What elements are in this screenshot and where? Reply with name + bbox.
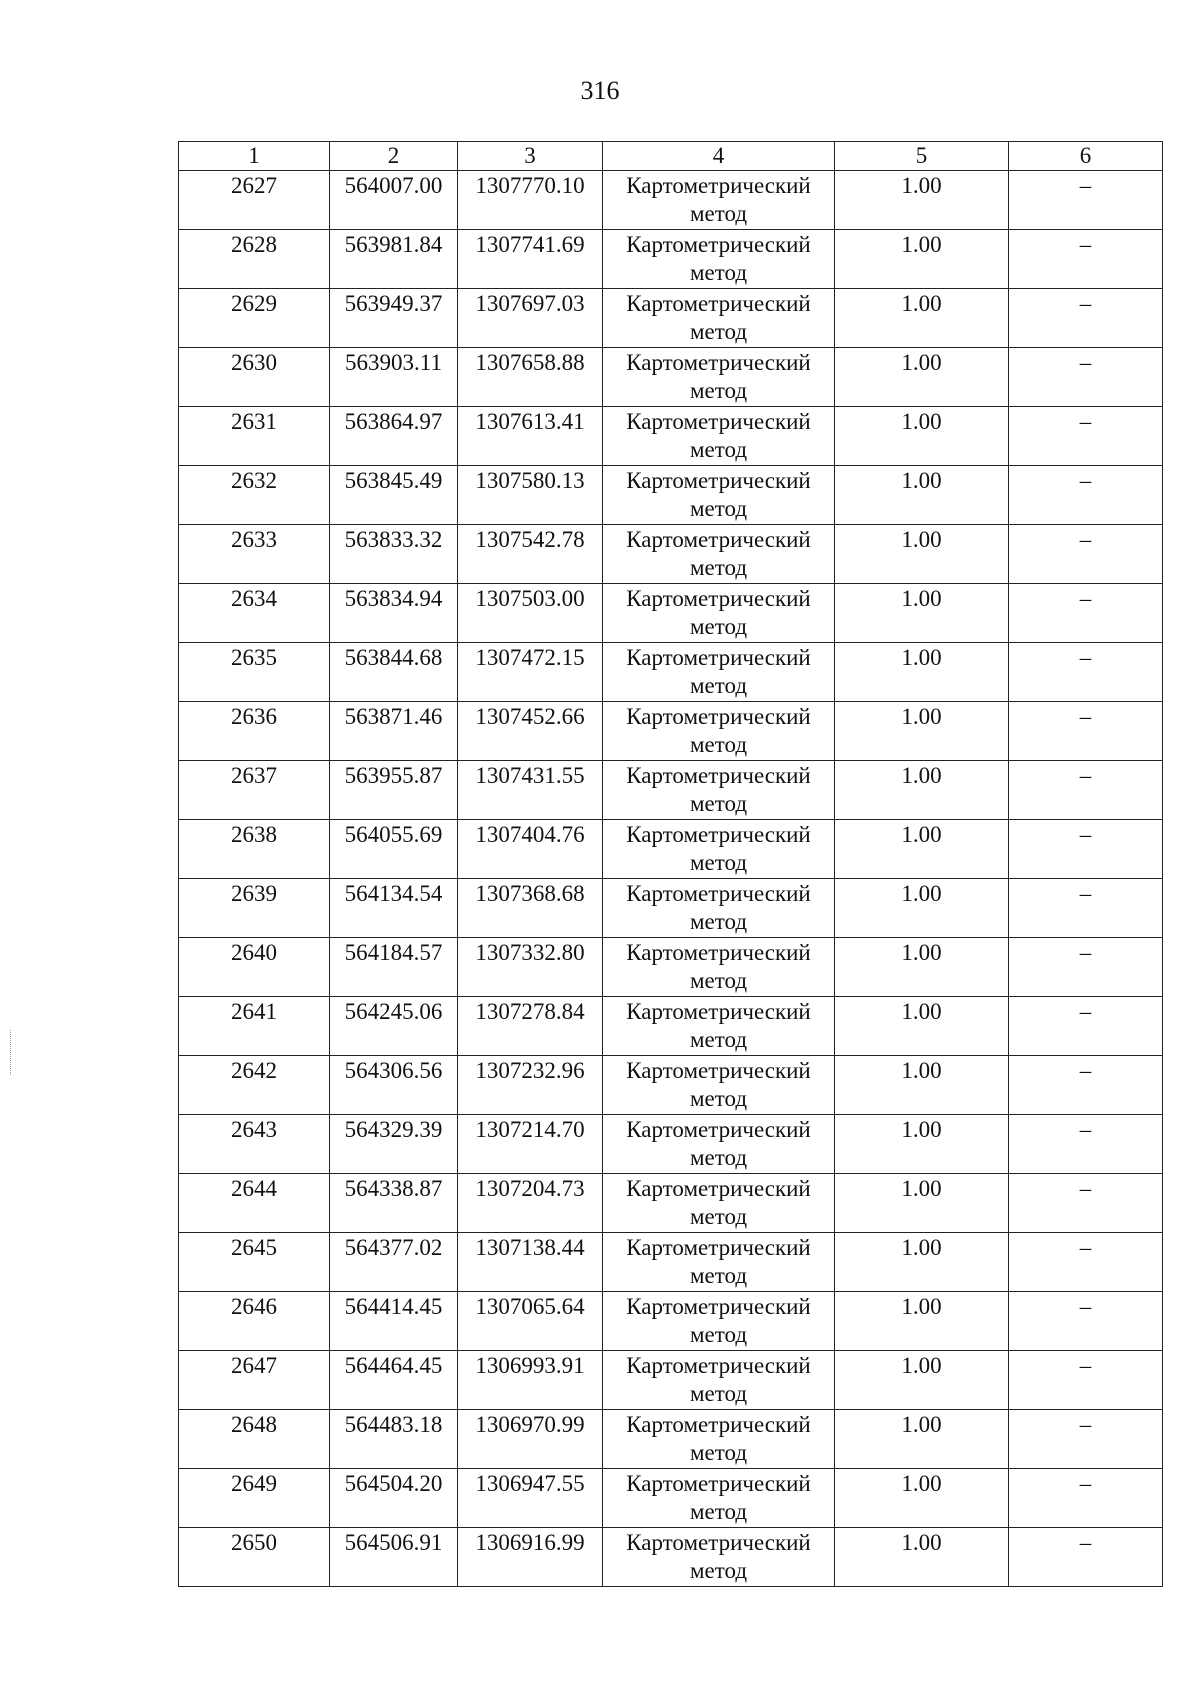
x-coordinate-cell: 563903.11	[330, 348, 458, 407]
x-coordinate-cell: 564464.45	[330, 1351, 458, 1410]
error-cell: 1.00	[835, 879, 1009, 938]
x-coordinate-cell: 563949.37	[330, 289, 458, 348]
error-cell: 1.00	[835, 938, 1009, 997]
note-cell: –	[1009, 1528, 1163, 1587]
table-row	[179, 407, 1163, 466]
coordinates-table	[178, 141, 1163, 1587]
note-cell: –	[1009, 997, 1163, 1056]
error-cell: 1.00	[835, 407, 1009, 466]
table-row	[179, 1410, 1163, 1469]
table-row	[179, 1528, 1163, 1587]
method-cell	[603, 1115, 835, 1174]
method-line-2: метод	[689, 732, 748, 757]
method-line-1: Картометрический	[626, 409, 811, 434]
point-number-cell: 2631	[179, 407, 330, 466]
x-coordinate-cell: 564184.57	[330, 938, 458, 997]
table-row	[179, 1351, 1163, 1410]
y-coordinate-cell: 1307404.76	[458, 820, 603, 879]
table-row	[179, 702, 1163, 761]
x-coordinate-cell: 564306.56	[330, 1056, 458, 1115]
method-line-1: Картометрический	[626, 822, 811, 847]
method-line-2: метод	[689, 909, 748, 934]
note-cell: –	[1009, 584, 1163, 643]
x-coordinate-cell: 564504.20	[330, 1469, 458, 1528]
table-row	[179, 879, 1163, 938]
method-cell	[603, 230, 835, 289]
error-cell: 1.00	[835, 1174, 1009, 1233]
error-cell: 1.00	[835, 1115, 1009, 1174]
method-line-1: Картометрический	[626, 291, 811, 316]
note-cell: –	[1009, 938, 1163, 997]
method-cell	[603, 702, 835, 761]
note-cell: –	[1009, 525, 1163, 584]
note-cell: –	[1009, 702, 1163, 761]
method-line-1: Картометрический	[626, 1235, 811, 1260]
point-number-cell: 2640	[179, 938, 330, 997]
table-body	[179, 171, 1163, 1587]
method-line-2: метод	[689, 1558, 748, 1583]
note-cell: –	[1009, 1233, 1163, 1292]
method-line-1: Картометрический	[626, 1176, 811, 1201]
method-cell	[603, 643, 835, 702]
method-cell	[603, 1292, 835, 1351]
x-coordinate-cell: 564506.91	[330, 1528, 458, 1587]
note-cell: –	[1009, 1056, 1163, 1115]
error-cell: 1.00	[835, 1351, 1009, 1410]
point-number-cell: 2641	[179, 997, 330, 1056]
y-coordinate-cell: 1307580.13	[458, 466, 603, 525]
method-cell	[603, 1351, 835, 1410]
y-coordinate-cell: 1307204.73	[458, 1174, 603, 1233]
y-coordinate-cell: 1307065.64	[458, 1292, 603, 1351]
method-line-1: Картометрический	[626, 763, 811, 788]
point-number-cell: 2637	[179, 761, 330, 820]
point-number-cell: 2638	[179, 820, 330, 879]
point-number-cell: 2644	[179, 1174, 330, 1233]
method-cell	[603, 1410, 835, 1469]
point-number-cell: 2649	[179, 1469, 330, 1528]
point-number-cell: 2636	[179, 702, 330, 761]
scan-artifact	[10, 1030, 13, 1075]
error-cell: 1.00	[835, 1292, 1009, 1351]
header-col-1: 1	[179, 142, 330, 171]
y-coordinate-cell: 1307452.66	[458, 702, 603, 761]
point-number-cell: 2645	[179, 1233, 330, 1292]
method-line-1: Картометрический	[626, 1117, 811, 1142]
point-number-cell: 2647	[179, 1351, 330, 1410]
y-coordinate-cell: 1306916.99	[458, 1528, 603, 1587]
point-number-cell: 2639	[179, 879, 330, 938]
y-coordinate-cell: 1307741.69	[458, 230, 603, 289]
point-number-cell: 2635	[179, 643, 330, 702]
method-line-1: Картометрический	[626, 586, 811, 611]
error-cell: 1.00	[835, 997, 1009, 1056]
method-line-2: метод	[689, 1322, 748, 1347]
point-number-cell: 2629	[179, 289, 330, 348]
x-coordinate-cell: 564007.00	[330, 171, 458, 230]
error-cell: 1.00	[835, 643, 1009, 702]
note-cell: –	[1009, 466, 1163, 525]
note-cell: –	[1009, 171, 1163, 230]
method-line-1: Картометрический	[626, 704, 811, 729]
method-line-2: метод	[689, 260, 748, 285]
error-cell: 1.00	[835, 230, 1009, 289]
method-line-2: метод	[689, 378, 748, 403]
error-cell: 1.00	[835, 1233, 1009, 1292]
method-cell	[603, 525, 835, 584]
method-cell	[603, 879, 835, 938]
error-cell: 1.00	[835, 820, 1009, 879]
table-row	[179, 1115, 1163, 1174]
error-cell: 1.00	[835, 289, 1009, 348]
method-line-2: метод	[689, 614, 748, 639]
point-number-cell: 2650	[179, 1528, 330, 1587]
x-coordinate-cell: 564483.18	[330, 1410, 458, 1469]
x-coordinate-cell: 563871.46	[330, 702, 458, 761]
y-coordinate-cell: 1307613.41	[458, 407, 603, 466]
method-line-1: Картометрический	[626, 940, 811, 965]
y-coordinate-cell: 1307332.80	[458, 938, 603, 997]
x-coordinate-cell: 563844.68	[330, 643, 458, 702]
point-number-cell: 2627	[179, 171, 330, 230]
table-row	[179, 1292, 1163, 1351]
y-coordinate-cell: 1307431.55	[458, 761, 603, 820]
method-line-2: метод	[689, 319, 748, 344]
x-coordinate-cell: 563955.87	[330, 761, 458, 820]
table-row	[179, 525, 1163, 584]
point-number-cell: 2632	[179, 466, 330, 525]
method-line-2: метод	[689, 1027, 748, 1052]
x-coordinate-cell: 564338.87	[330, 1174, 458, 1233]
y-coordinate-cell: 1307503.00	[458, 584, 603, 643]
method-line-2: метод	[689, 673, 748, 698]
error-cell: 1.00	[835, 1528, 1009, 1587]
x-coordinate-cell: 564329.39	[330, 1115, 458, 1174]
method-line-1: Картометрический	[626, 350, 811, 375]
method-line-2: метод	[689, 1499, 748, 1524]
note-cell: –	[1009, 643, 1163, 702]
y-coordinate-cell: 1306947.55	[458, 1469, 603, 1528]
point-number-cell: 2648	[179, 1410, 330, 1469]
table-header	[179, 142, 1163, 171]
note-cell: –	[1009, 1410, 1163, 1469]
error-cell: 1.00	[835, 702, 1009, 761]
x-coordinate-cell: 564377.02	[330, 1233, 458, 1292]
error-cell: 1.00	[835, 525, 1009, 584]
method-line-2: метод	[689, 1145, 748, 1170]
y-coordinate-cell: 1307658.88	[458, 348, 603, 407]
error-cell: 1.00	[835, 466, 1009, 525]
x-coordinate-cell: 564055.69	[330, 820, 458, 879]
x-coordinate-cell: 564414.45	[330, 1292, 458, 1351]
note-cell: –	[1009, 879, 1163, 938]
table-row	[179, 820, 1163, 879]
error-cell: 1.00	[835, 348, 1009, 407]
method-line-2: метод	[689, 496, 748, 521]
method-line-2: метод	[689, 1086, 748, 1111]
point-number-cell: 2646	[179, 1292, 330, 1351]
method-line-1: Картометрический	[626, 999, 811, 1024]
method-line-1: Картометрический	[626, 645, 811, 670]
method-cell	[603, 1469, 835, 1528]
method-line-1: Картометрический	[626, 1294, 811, 1319]
method-line-1: Картометрический	[626, 468, 811, 493]
method-cell	[603, 466, 835, 525]
y-coordinate-cell: 1307368.68	[458, 879, 603, 938]
method-cell	[603, 1528, 835, 1587]
method-line-2: метод	[689, 1204, 748, 1229]
note-cell: –	[1009, 1174, 1163, 1233]
error-cell: 1.00	[835, 1469, 1009, 1528]
method-line-2: метод	[689, 791, 748, 816]
table-row	[179, 1174, 1163, 1233]
method-line-2: метод	[689, 1381, 748, 1406]
method-line-1: Картометрический	[626, 1353, 811, 1378]
method-cell	[603, 1056, 835, 1115]
y-coordinate-cell: 1306970.99	[458, 1410, 603, 1469]
error-cell: 1.00	[835, 1056, 1009, 1115]
note-cell: –	[1009, 1292, 1163, 1351]
x-coordinate-cell: 563864.97	[330, 407, 458, 466]
y-coordinate-cell: 1307770.10	[458, 171, 603, 230]
header-row	[179, 142, 1163, 171]
table-row	[179, 289, 1163, 348]
table-row	[179, 466, 1163, 525]
method-line-1: Картометрический	[626, 881, 811, 906]
point-number-cell: 2643	[179, 1115, 330, 1174]
method-line-2: метод	[689, 437, 748, 462]
error-cell: 1.00	[835, 1410, 1009, 1469]
header-col-3: 3	[458, 142, 603, 171]
note-cell: –	[1009, 230, 1163, 289]
error-cell: 1.00	[835, 171, 1009, 230]
y-coordinate-cell: 1307138.44	[458, 1233, 603, 1292]
method-line-2: метод	[689, 968, 748, 993]
point-number-cell: 2630	[179, 348, 330, 407]
note-cell: –	[1009, 1115, 1163, 1174]
method-cell	[603, 1174, 835, 1233]
table-row	[179, 230, 1163, 289]
table-row	[179, 643, 1163, 702]
method-cell	[603, 938, 835, 997]
note-cell: –	[1009, 1351, 1163, 1410]
table-row	[179, 584, 1163, 643]
table-row	[179, 761, 1163, 820]
method-line-2: метод	[689, 850, 748, 875]
table-row	[179, 1233, 1163, 1292]
method-line-2: метод	[689, 201, 748, 226]
point-number-cell: 2633	[179, 525, 330, 584]
method-cell	[603, 1233, 835, 1292]
header-col-4: 4	[603, 142, 835, 171]
method-cell	[603, 584, 835, 643]
method-line-1: Картометрический	[626, 1412, 811, 1437]
table-row	[179, 1469, 1163, 1528]
method-cell	[603, 997, 835, 1056]
y-coordinate-cell: 1307697.03	[458, 289, 603, 348]
y-coordinate-cell: 1307232.96	[458, 1056, 603, 1115]
note-cell: –	[1009, 289, 1163, 348]
point-number-cell: 2642	[179, 1056, 330, 1115]
method-cell	[603, 348, 835, 407]
x-coordinate-cell: 563981.84	[330, 230, 458, 289]
error-cell: 1.00	[835, 761, 1009, 820]
point-number-cell: 2628	[179, 230, 330, 289]
header-col-2: 2	[330, 142, 458, 171]
method-cell	[603, 407, 835, 466]
method-line-2: метод	[689, 1263, 748, 1288]
error-cell: 1.00	[835, 584, 1009, 643]
note-cell: –	[1009, 1469, 1163, 1528]
header-col-6: 6	[1009, 142, 1163, 171]
table-row	[179, 938, 1163, 997]
method-cell	[603, 761, 835, 820]
method-line-1: Картометрический	[626, 232, 811, 257]
y-coordinate-cell: 1306993.91	[458, 1351, 603, 1410]
method-cell	[603, 289, 835, 348]
x-coordinate-cell: 563834.94	[330, 584, 458, 643]
header-col-5: 5	[835, 142, 1009, 171]
method-line-1: Картометрический	[626, 173, 811, 198]
y-coordinate-cell: 1307472.15	[458, 643, 603, 702]
method-line-2: метод	[689, 555, 748, 580]
note-cell: –	[1009, 348, 1163, 407]
method-line-1: Картометрический	[626, 1471, 811, 1496]
note-cell: –	[1009, 407, 1163, 466]
y-coordinate-cell: 1307214.70	[458, 1115, 603, 1174]
table-row	[179, 1056, 1163, 1115]
table-row	[179, 997, 1163, 1056]
x-coordinate-cell: 563845.49	[330, 466, 458, 525]
table-row	[179, 348, 1163, 407]
x-coordinate-cell: 563833.32	[330, 525, 458, 584]
point-number-cell: 2634	[179, 584, 330, 643]
method-line-1: Картометрический	[626, 527, 811, 552]
note-cell: –	[1009, 820, 1163, 879]
method-cell	[603, 171, 835, 230]
method-line-2: метод	[689, 1440, 748, 1465]
method-line-1: Картометрический	[626, 1530, 811, 1555]
x-coordinate-cell: 564245.06	[330, 997, 458, 1056]
y-coordinate-cell: 1307542.78	[458, 525, 603, 584]
page-number-text: 316	[580, 76, 620, 105]
note-cell: –	[1009, 761, 1163, 820]
table-row	[179, 171, 1163, 230]
x-coordinate-cell: 564134.54	[330, 879, 458, 938]
page-number	[130, 76, 1200, 106]
method-cell	[603, 820, 835, 879]
method-line-1: Картометрический	[626, 1058, 811, 1083]
y-coordinate-cell: 1307278.84	[458, 997, 603, 1056]
